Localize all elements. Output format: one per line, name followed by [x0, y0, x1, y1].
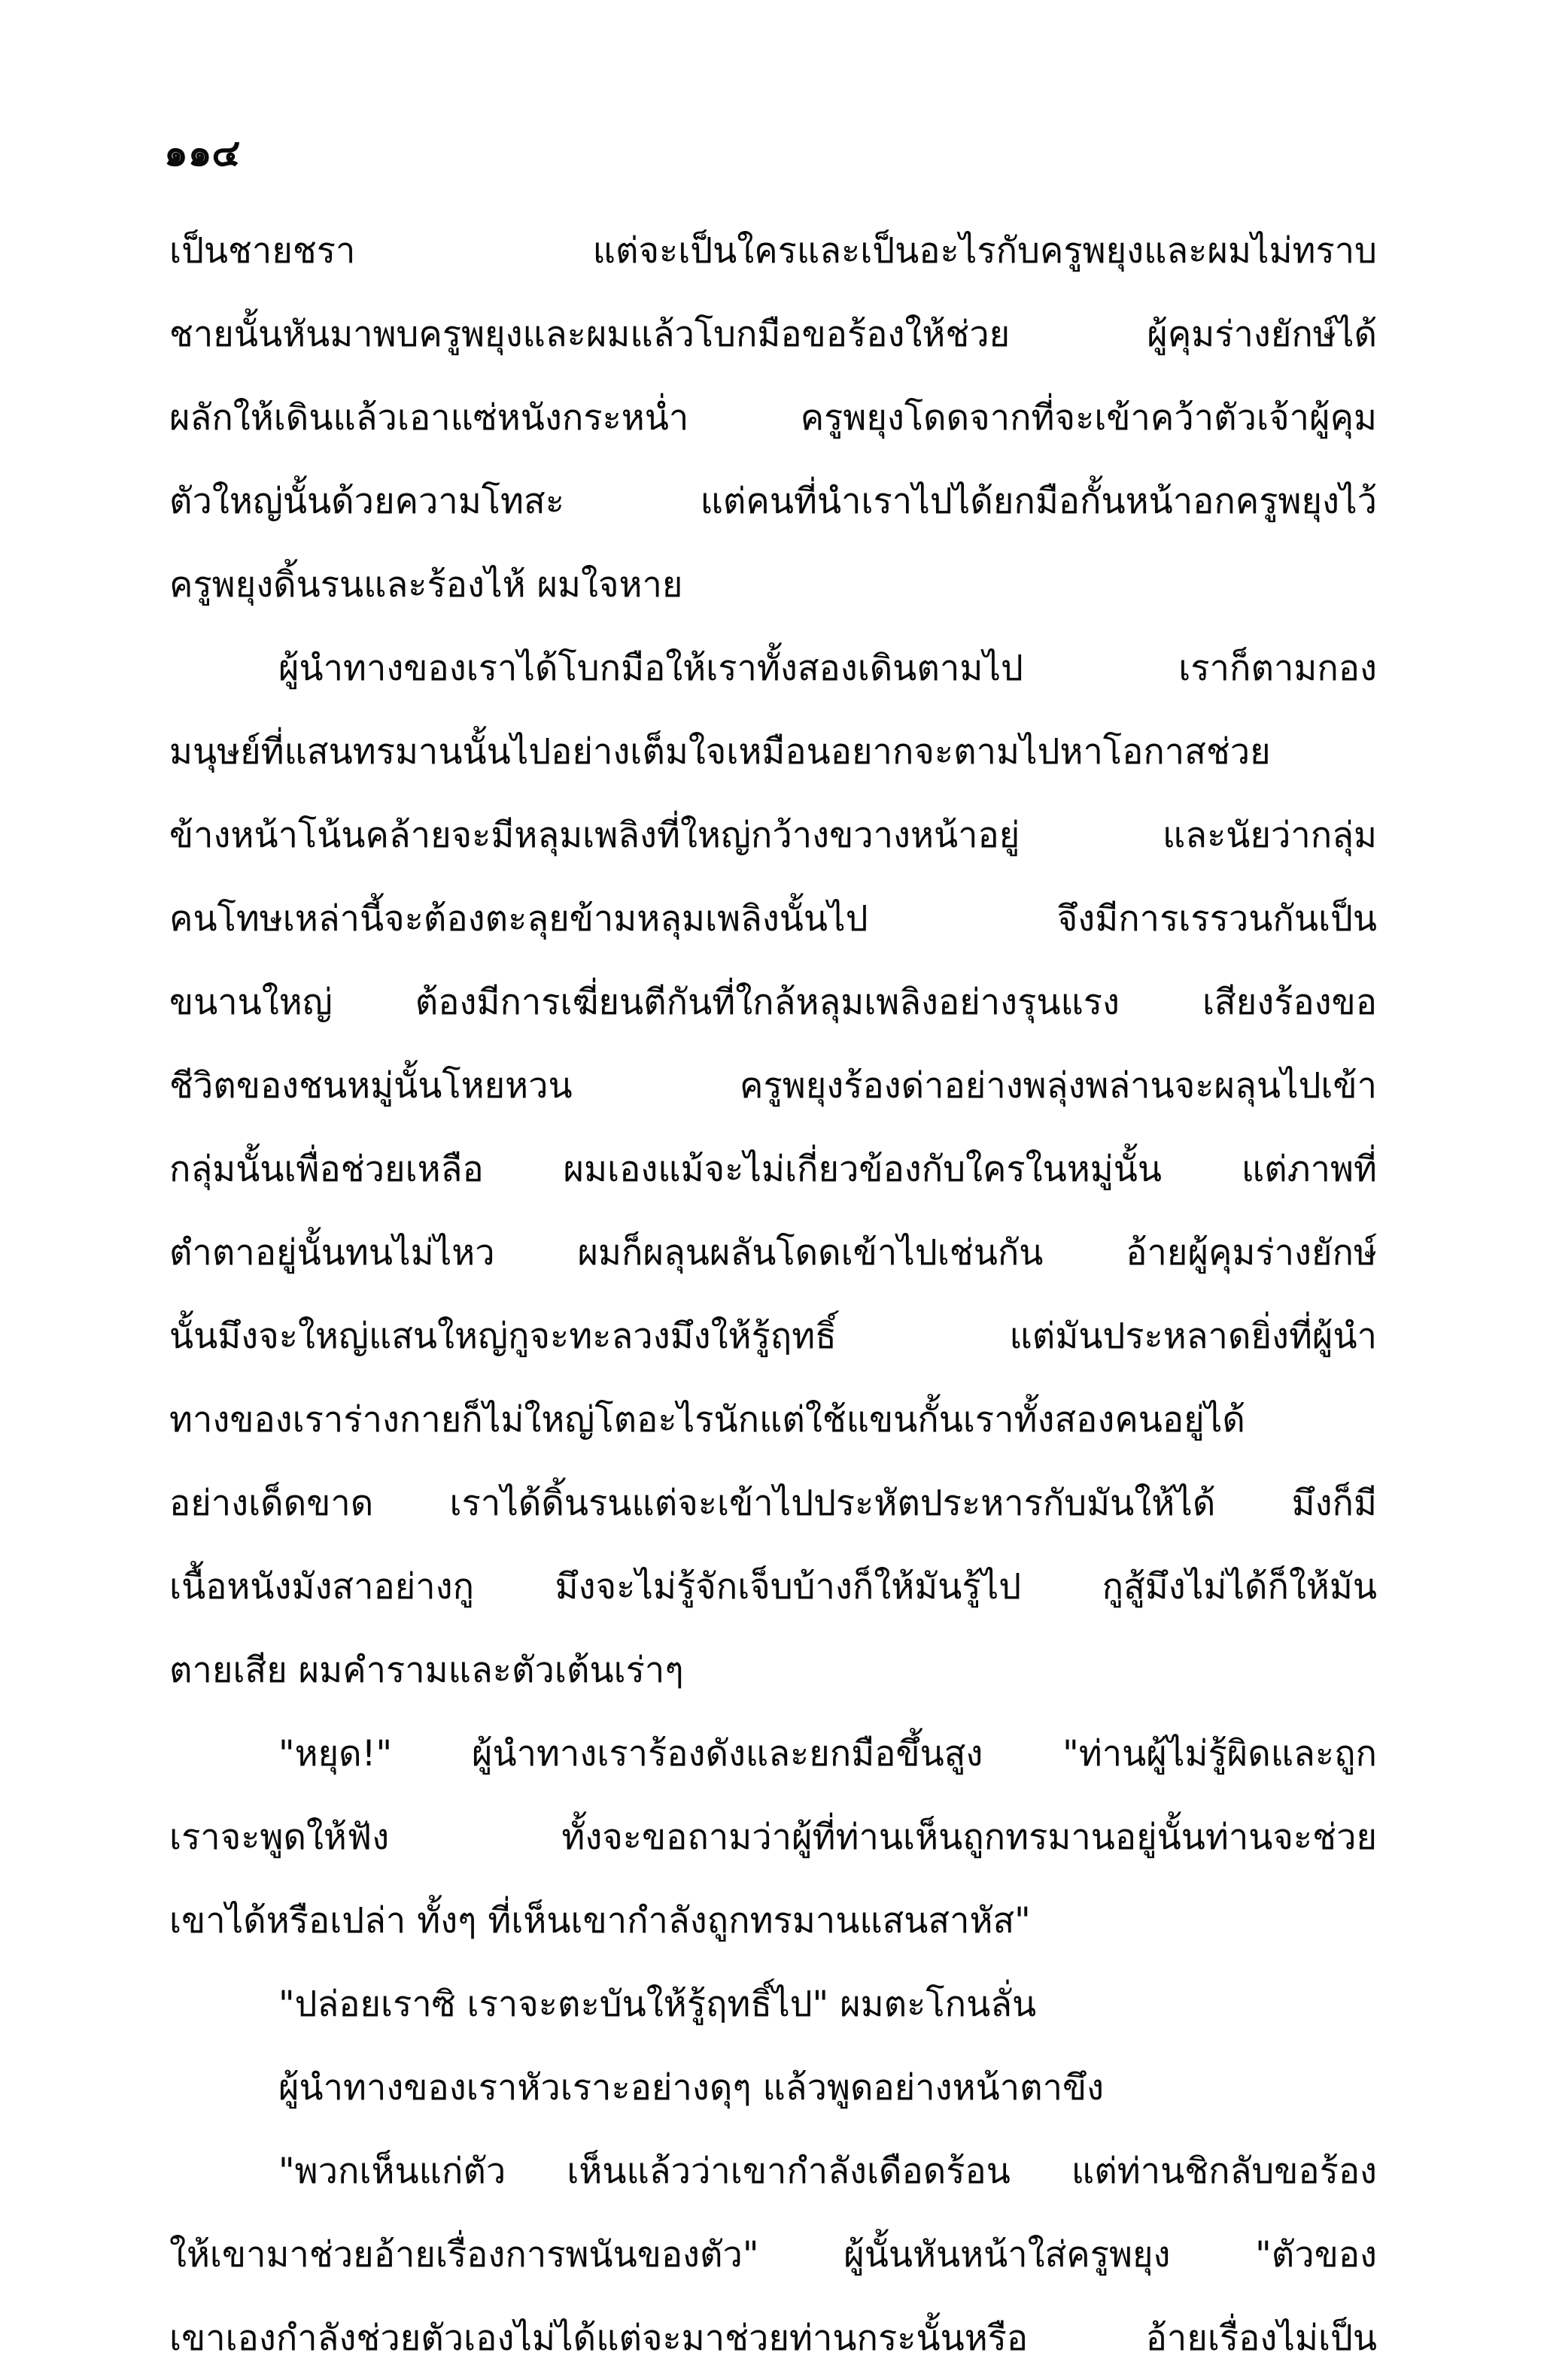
text-line: กลุ่มนั้นเพื่อช่วยเหลือ ผมเองแม้จะไม่เกี่ยวข้องกับใครในหมู่นั้น แต่ภาพที่: [169, 1149, 1377, 1190]
text-line: เขาได้หรือเปล่า ทั้งๆ ที่เห็นเขากำลังถูกทรมานแสนสาหัส": [169, 1900, 1031, 1941]
body-text: [169, 209, 1377, 2380]
text-line: เนื้อหนังมังสาอย่างกู มึงจะไม่รู้จักเจ็บบ้างก็ให้มันรู้ไป กูสู้มึงไม่ได้ก็ให้มัน: [169, 1566, 1377, 1607]
page-number: ๑๑๔: [164, 131, 241, 175]
text-line: ตำตาอยู่นั้นทนไม่ไหว ผมก็ผลุนผลันโดดเข้าไปเช่นกัน อ้ายผู้คุมร่างยักษ์: [169, 1232, 1377, 1273]
text-line: ผลักให้เดินแล้วเอาแซ่หนังกระหน่ำ ครูพยุงโดดจากที่จะเข้าคว้าตัวเจ้าผู้คุม: [169, 397, 1377, 439]
text-line: ผู้นำทางของเราหัวเราะอย่างดุๆ แล้วพูดอย่างหน้าตาขึง: [278, 2067, 1105, 2108]
text-line: ชายนั้นหันมาพบครูพยุงและผมแล้วโบกมือขอร้องให้ช่วย ผู้คุมร่างยักษ์ได้: [169, 314, 1377, 355]
text-line: อย่างเด็ดขาด เราได้ดิ้นรนแต่จะเข้าไปประหัตประหารกับมันให้ได้ มึงก็มี: [169, 1483, 1377, 1524]
text-line: เราจะพูดให้ฟัง ทั้งจะขอถามว่าผู้ที่ท่านเห็นถูกทรมานอยู่นั้นท่านจะช่วย: [169, 1817, 1377, 1858]
text-line: ครูพยุงดิ้นรนและร้องไห้ ผมใจหาย: [169, 564, 683, 606]
text-line: คนโทษเหล่านี้จะต้องตะลุยข้ามหลุมเพลิงนั้นไป จึงมีการเรรวนกันเป็น: [169, 898, 1377, 940]
text-line: ผู้นำทางของเราได้โบกมือให้เราทั้งสองเดินตามไป เราก็ตามกอง: [278, 648, 1377, 689]
text-line: ให้เขามาช่วยอ้ายเรื่องการพนันของตัว" ผู้นั้นหันหน้าใส่ครูพยุง "ตัวของ: [169, 2234, 1377, 2275]
text-line: เป็นชายชรา แต่จะเป็นใครและเป็นอะไรกับครูพยุงและผมไม่ทราบ: [169, 230, 1377, 272]
text-line: ตายเสีย ผมคำรามและตัวเต้นเร่าๆ: [169, 1650, 684, 1691]
text-line: ข้างหน้าโน้นคล้ายจะมีหลุมเพลิงที่ใหญ่กว้างขวางหน้าอยู่ และนัยว่ากลุ่ม: [169, 815, 1377, 856]
text-line: มนุษย์ที่แสนทรมานนั้นไปอย่างเต็มใจเหมือนอยากจะตามไปหาโอกาสช่วย: [169, 731, 1271, 773]
text-line: ขนานใหญ่ ต้องมีการเฆี่ยนตีกันที่ใกล้หลุมเพลิงอย่างรุนแรง เสียงร้องขอ: [169, 982, 1377, 1023]
text-line: ทางของเราร่างกายก็ไม่ใหญ่โตอะไรนักแต่ใช้แขนกั้นเราทั้งสองคนอยู่ได้: [169, 1399, 1245, 1440]
text-line: ตัวใหญ่นั้นด้วยความโทสะ แต่คนที่นำเราไปได้ยกมือกั้นหน้าอกครูพยุงไว้: [169, 481, 1377, 522]
text-line: "ปล่อยเราซิ เราจะตะบันให้รู้ฤทธิ์ไป" ผมตะโกนลั่น: [278, 1984, 1037, 2025]
text-line: นั้นมึงจะใหญ่แสนใหญ่กูจะทะลวงมึงให้รู้ฤทธิ์ แต่มันประหลาดยิ่งที่ผู้นำ: [169, 1316, 1377, 1357]
text-line: "หยุด!" ผู้นำทางเราร้องดังและยกมือขึ้นสูง "ท่านผู้ไม่รู้ผิดและถูก: [278, 1733, 1377, 1774]
text-line: เขาเองกำลังช่วยตัวเองไม่ได้แต่จะมาช่วยท่านกระนั้นหรือ อ้ายเรื่องไม่เป็น: [169, 2318, 1377, 2359]
text-line: ชีวิตของชนหมู่นั้นโหยหวน ครูพยุงร้องด่าอย่างพลุ่งพล่านจะผลุนไปเข้า: [169, 1065, 1377, 1107]
text-line: "พวกเห็นแก่ตัว เห็นแล้วว่าเขากำลังเดือดร้อน แต่ท่านชิกลับขอร้อง: [278, 2151, 1377, 2192]
